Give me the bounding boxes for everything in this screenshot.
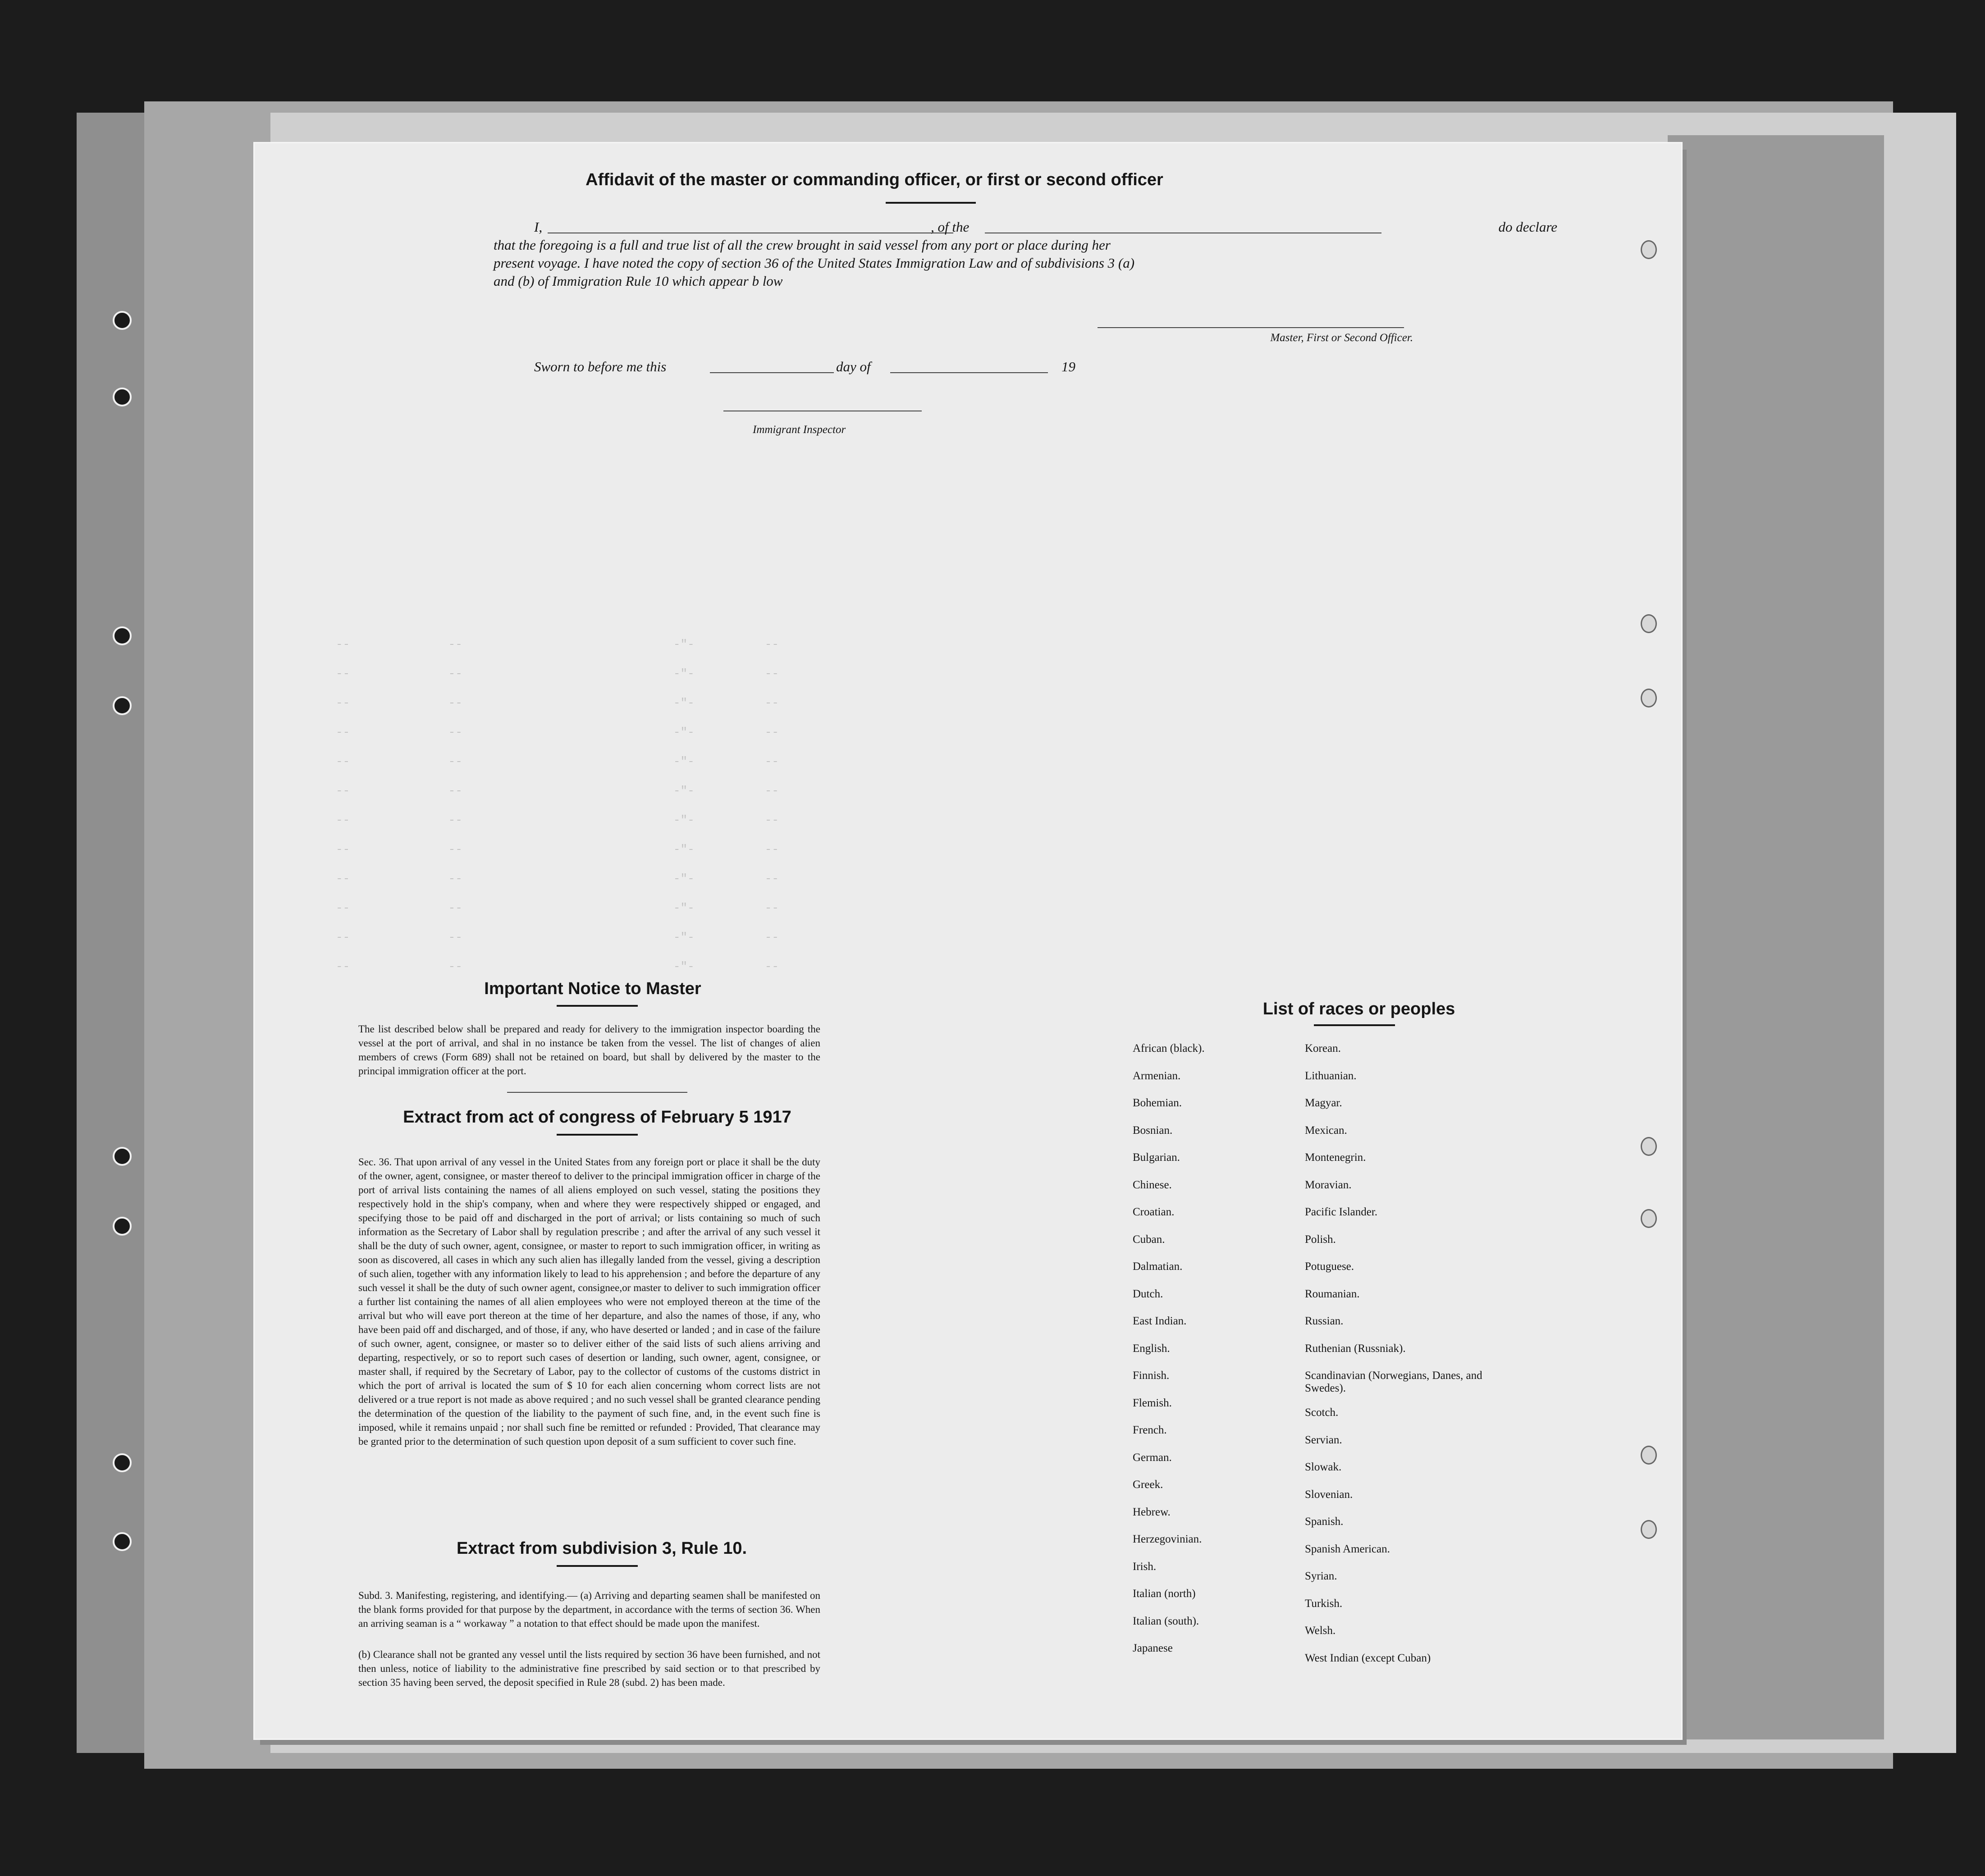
race-item: East Indian. [1133,1315,1187,1327]
title-rule [886,202,976,204]
race-item: Hebrew. [1133,1506,1171,1518]
notice-title: Important Notice to Master [484,979,701,998]
race-item: Bohemian. [1133,1097,1182,1109]
race-item: Irish. [1133,1560,1157,1573]
race-item: Potuguese. [1305,1260,1354,1273]
punch-hole [113,311,132,330]
race-item: West Indian (except Cuban) [1305,1652,1431,1664]
race-item: Ruthenian (Russniak). [1305,1342,1406,1355]
race-item: Servian. [1305,1433,1342,1446]
extract-act-title: Extract from act of congress of February 5 1917 [403,1108,791,1127]
affidavit-title: Affidavit of the master or commanding officer, or first or second officer [585,170,1163,189]
extract-rule-rule [557,1565,638,1567]
punch-hole [113,696,132,715]
sworn-day-of: day of [836,359,871,374]
manifest-back-page [255,143,1681,1739]
affidavit-i: I, [534,219,543,235]
races-title: List of races or peoples [1262,1000,1455,1018]
race-item: Italian (south). [1133,1615,1199,1627]
punch-hole [113,388,132,406]
races-rule [1314,1024,1395,1026]
race-item: Scotch. [1305,1406,1339,1419]
sworn-year: 19 [1061,359,1075,374]
rule-subd-b-text: (b) Clearance shall not be granted any vessel until the lists required by section 36 have been furnished, and not then unless, notice of liability to the administrative fine prescribed by said section or to that prescribed by section 35 having been served, the deposit specified in Rule 28 (subd. 2) has been made. [358,1649,820,1688]
race-item: Japanese [1133,1642,1173,1654]
affidavit-line-3: present voyage. I have noted the copy of section 36 of the United States Immigration Law and of subdivisions 3 (a) [494,255,1135,271]
extract-act-rule [557,1134,638,1136]
affidavit-of-the: , of the [931,219,970,235]
notice-rule [557,1005,638,1007]
race-item: Slowak. [1305,1461,1342,1473]
race-item: Welsh. [1305,1625,1336,1637]
month-blank-line[interactable] [890,372,1048,373]
extract-act-text: Sec. 36. That upon arrival of any vessel in the United States from any foreign port or place it shall be the duty of the owner, agent, consignee, or master thereof to deliver to the principal immigration officer in charge of the port of arrival lists containing the names of all aliens employed on such vessel, stating the positions they respectively hold in the ship's company, when and where they were respectively shipped or engaged, and specifying those to be paid off and discharged in the port of arrival; or lists containing so much of such information as the Secretary of Labor shall by regulation prescribe ; and after the arrival of any such vessel it shall be the duty of such owner, agent, consignee, or master to report to such immigration officer, in writing as soon as discovered, all cases in which any such alien has illegally landed from the vessel, giving a description of such alien, together with any information likely to lead to his apprehension ; and before the departure of any such vessel it shall be the duty of such owner agent, consignee,or master to deliver to such immigration officer a further list containing the names of all alien employees who were not employed thereon at the time of the arrival but who will eave port thereon at the time of her departure, and also the names of those, if any, who have been paid off and discharged, and of those, if any, who have deserted or landed ; and in case of the failure of such owner, agent, consignee, or master so to deliver either of the said lists of such aliens arriving and departing, respectively, or so to report such cases of desertion or landing, such owner, agent, consignee, or master shall, if required by the Secretary of Labor, pay to the collector of customs of the customs district in which the port of arrival is located the sum of $ 10 for each alien concerning whom correct lists are not delivered or a true report is not made as above required ; and no such vessel shall be granted clearance pending the determination of the question of the liability to the payment of such fine, and, in the event such fine is imposed, while it remains unpaid ; nor shall such fine be remitted or refunded : Provided, That clearance may be granted prior to the determination of such question upon deposit of a sum sufficient to cover such fine. [358,1156,820,1447]
punch-hole [113,1453,132,1472]
race-item: Spanish American. [1305,1543,1390,1555]
race-item: Russian. [1305,1315,1344,1327]
master-label: Master, First or Second Officer. [1270,332,1413,344]
race-item: African (black). [1133,1042,1205,1054]
binder-hole [1641,614,1657,633]
inspector-label: Immigrant Inspector [753,424,846,436]
binder-hole [1641,1446,1657,1465]
punch-hole [113,1217,132,1236]
day-blank-line[interactable] [710,372,834,373]
affidavit-line-2: that the foregoing is a full and true list of all the crew brought in said vessel from any port or place during her [494,237,1111,253]
race-item: Scandinavian (Norwegians, Danes, and Swedes). [1305,1369,1482,1394]
race-item: Polish. [1305,1233,1336,1246]
binder-hole [1641,1209,1657,1228]
binder-hole [1641,689,1657,707]
race-item: Slovenian. [1305,1488,1353,1501]
race-item: Croatian. [1133,1206,1175,1218]
race-item: Dutch. [1133,1287,1163,1300]
race-item: Italian (north) [1133,1588,1196,1600]
race-item: Magyar. [1305,1097,1342,1109]
extract-rule-title: Extract from subdivision 3, Rule 10. [456,1539,747,1558]
race-item: Greek. [1133,1479,1163,1491]
race-item: Finnish. [1133,1369,1170,1382]
race-item: Moravian. [1305,1178,1352,1191]
race-item: Herzegovinian. [1133,1533,1202,1545]
race-item: Flemish. [1133,1397,1172,1409]
race-item: Bulgarian. [1133,1151,1180,1164]
race-item: Armenian. [1133,1069,1181,1082]
punch-hole [113,626,132,645]
binder-hole [1641,240,1657,259]
race-item: Syrian. [1305,1570,1337,1582]
race-item: French. [1133,1424,1167,1436]
race-item: Korean. [1305,1042,1341,1054]
show-through-text: -- -- -"- -- -- -- -"- -- -- -- -"- -- -- -- -"- -- -- -- -"- -- -- -- -"- -- -- -- -"- -- -- -- -"- -- -- -- -"- -- -- -- -"- -- -- -- -"- -- -- -- -"- -- [336,638,779,973]
race-item: Pacific Islander. [1305,1206,1378,1218]
race-item: Dalmatian. [1133,1260,1183,1273]
race-item: Chinese. [1133,1178,1172,1191]
race-item: Bosnian. [1133,1124,1173,1137]
affidavit-line-4: and (b) of Immigration Rule 10 which appear b low [494,273,783,289]
paper-stack-right-edge [1668,135,1884,1739]
master-signature-line[interactable] [1098,327,1404,328]
punch-hole [113,1147,132,1166]
race-item: Montenegrin. [1305,1151,1366,1164]
race-item: Lithuanian. [1305,1069,1357,1082]
binder-hole [1641,1520,1657,1539]
affidavit-do-declare: do declare [1498,219,1557,235]
binder-hole [1641,1137,1657,1156]
race-item: Spanish. [1305,1515,1344,1528]
race-item: English. [1133,1342,1170,1355]
rule-subd-a-text: Subd. 3. Manifesting, registering, and identifying.— (a) Arriving and departing seamen shall be manifested on the blank forms provided for that purpose by the department, in accordance with the terms of section 36. When an arriving seaman is a “ workaway ” a notation to that effect should be made upon the manifest. [358,1590,820,1629]
race-item: Cuban. [1133,1233,1165,1246]
race-item: German. [1133,1451,1172,1464]
punch-hole [113,1532,132,1551]
separator-rule [507,1092,687,1093]
race-item: Turkish. [1305,1597,1343,1610]
notice-text: The list described below shall be prepared and ready for delivery to the immigration inspector boarding the vessel at the port of arrival, and shal in no instance be taken from the vessel. The list of changes of alien members of crews (Form 689) shall not be retained on board, but shall by delivered by the master to the principal immigration officer at the port. [358,1023,820,1077]
race-item: Mexican. [1305,1124,1347,1137]
sworn-text: Sworn to before me this [534,359,667,374]
race-item: Roumanian. [1305,1287,1360,1300]
